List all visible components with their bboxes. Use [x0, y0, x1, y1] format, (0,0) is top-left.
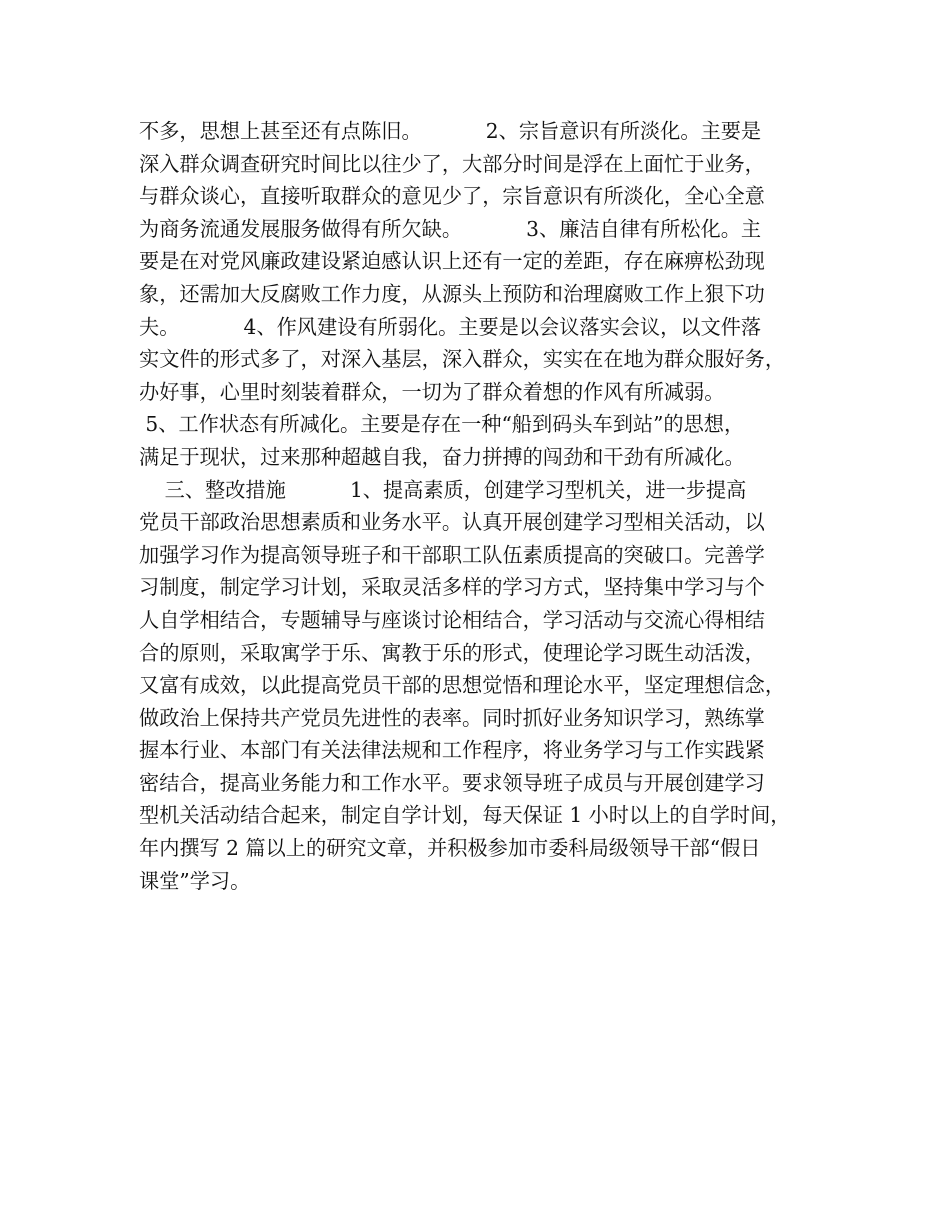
text-line: 做政治上保持共产党员先进性的表率。同时抓好业务知识学习，熟练掌: [139, 705, 765, 730]
text-line: 办好事，心里时刻装着群众，一切为了群众着想的作风有所减弱。: [139, 379, 725, 404]
text-line: 握本行业、本部门有关法律法规和工作程序，将业务学习与工作实践紧: [139, 738, 765, 763]
text-line: 象，还需加大反腐败工作力度，从源头上预防和治理腐败工作上狠下功: [139, 281, 765, 306]
text-line: 深入群众调查研究时间比以往少了，大部分时间是浮在上面忙于业务，: [139, 151, 765, 176]
text-line: 为商务流通发展服务做得有所欠缺。 3、廉洁自律有所松化。主: [139, 216, 762, 241]
text-line: 又富有成效，以此提高党员干部的思想觉悟和理论水平，坚定理想信念，: [139, 673, 786, 698]
text-line: 党员干部政治思想素质和业务水平。认真开展创建学习型相关活动，以: [139, 510, 765, 535]
text-line: 与群众谈心，直接听取群众的意见少了，宗旨意识有所淡化，全心全意: [139, 184, 765, 209]
text-line: 密结合，提高业务能力和工作水平。要求领导班子成员与开展创建学习: [139, 770, 765, 795]
text-line: 要是在对党风廉政建设紧迫感认识上还有一定的差距，存在麻痹松劲现: [139, 249, 765, 274]
text-line: 三、整改措施 1、提高素质，创建学习型机关，进一步提高: [139, 477, 747, 502]
text-line: 满足于现状，过来那种超越自我，奋力拼搏的闯劲和干劲有所减化。: [139, 444, 745, 469]
text-line: 人自学相结合，专题辅导与座谈讨论相结合，学习活动与交流心得相结: [139, 607, 765, 632]
text-line: 不多，思想上甚至还有点陈旧。 2、宗旨意识有所淡化。主要是: [139, 119, 762, 143]
text-line: 习制度，制定学习计划，采取灵活多样的学习方式，坚持集中学习与个: [139, 575, 765, 600]
text-line: 合的原则，采取寓学于乐、寓教于乐的形式，使理论学习既生动活泼，: [139, 640, 765, 665]
text-line: 型机关活动结合起来，制定自学计划，每天保证 1 小时以上的自学时间，: [139, 803, 791, 828]
text-line: 加强学习作为提高领导班子和干部职工队伍素质提高的突破口。完善学: [139, 542, 765, 567]
text-line: 5、工作状态有所减化。主要是存在一种“船到码头车到站”的思想，: [139, 412, 745, 437]
text-line: 年内撰写 2 篇以上的研究文章，并积极参加市委科局级领导干部“假日: [139, 836, 761, 861]
text-line: 课堂”学习。: [139, 868, 251, 893]
text-line: 实文件的形式多了，对深入基层，深入群众，实实在在地为群众服好务，: [139, 347, 786, 372]
body-text: [139, 115, 829, 897]
text-line: 夫。 4、作风建设有所弱化。主要是以会议落实会议，以文件落: [139, 314, 762, 339]
